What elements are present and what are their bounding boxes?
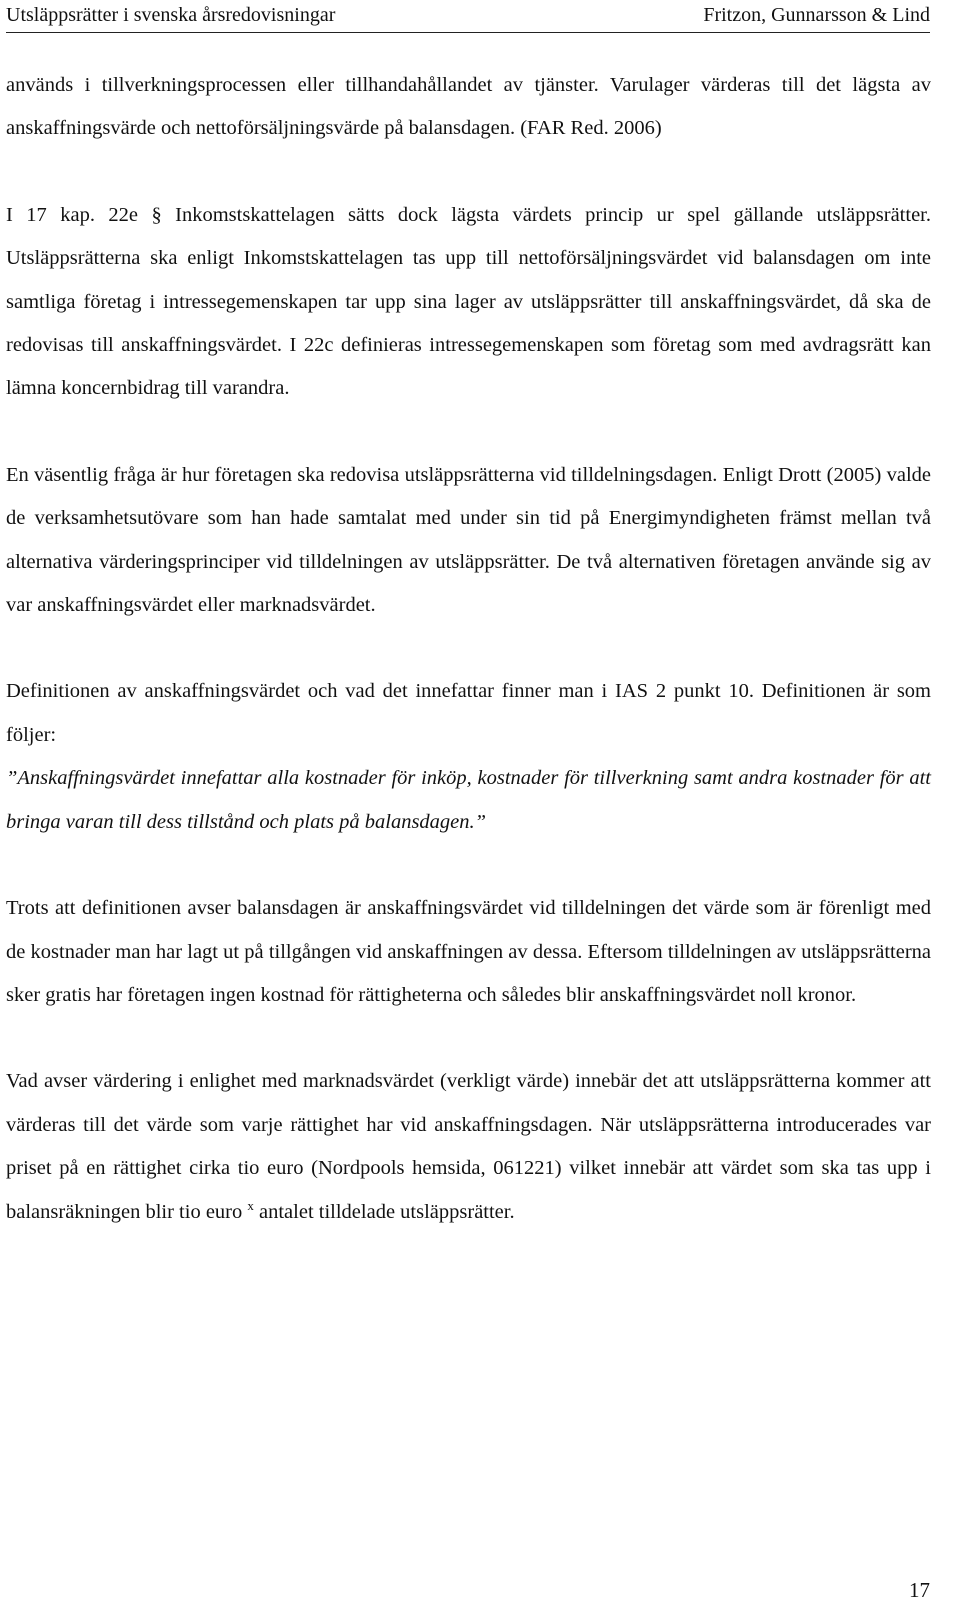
header-title: Utsläppsrätter i svenska årsredovisningar: [6, 4, 336, 26]
multiplication-sign: x: [247, 1197, 254, 1213]
document-body: [6, 64, 931, 1277]
page-number: 17: [909, 1578, 930, 1602]
paragraph-valuation-question: En väsentlig fråga är hur företagen ska redovisa utsläppsrätterna vid tilldelningsdagen. Enligt Drott (2005) valde de verksamhetsutövare som han hade samtalat med under sin tid på Energimyndigheten främst mellan två alternativa värderingsprinciper vid tilldelningen av utsläppsrätter. De två alternativen företagen använde sig av var anskaffningsvärdet eller marknadsvärdet.: [6, 463, 931, 617]
definition-quote: ”Anskaffningsvärdet innefattar alla kostnader för inköp, kostnader för tillverkning samt andra kostnader för att bringa varan till dess tillstånd och plats på balansdagen.”: [6, 767, 931, 833]
header-authors: Fritzon, Gunnarsson & Lind: [703, 4, 930, 26]
paragraph-ias2-definition: Definitionen av anskaffningsvärdet och vad det innefattar finner man i IAS 2 punkt 10. Definitionen är som följer:: [6, 680, 931, 746]
market-value-text-end: antalet tilldelade utsläppsrätter.: [253, 1200, 515, 1223]
paragraph-acquisition-value: Trots att definitionen avser balansdagen är anskaffningsvärdet vid tilldelningen det värde som är förenligt med de kostnader man har lagt ut på tillgången vid anskaffningen av dessa. Eftersom tilldelningen av utsläppsrätterna sker gratis har företagen ingen kostnad för rättigheterna och således blir anskaffningsvärdet noll kronor.: [6, 897, 931, 1006]
paragraph-inventory-valuation: används i tillverkningsprocessen eller tillhandahållandet av tjänster. Varulager värderas till det lägsta av anskaffningsvärde och nettoförsäljningsvärde på balansdagen. (FAR Red. 2006): [6, 74, 931, 140]
paragraph-income-tax-law: I 17 kap. 22e § Inkomstskattelagen sätts dock lägsta värdets princip ur spel gällande utsläppsrätter. Utsläppsrätterna ska enligt Inkomstskattelagen tas upp till nettoförsäljningsvärdet vid balansdagen om inte samtliga företag i intressegemenskapen tar upp sina lager av utsläppsrätter till anskaffningsvärdet, då ska de redovisas till anskaffningsvärdet. I 22c definieras intressegemenskapen som företag som med avdragsrätt kan lämna koncernbidrag till varandra.: [6, 203, 931, 400]
running-header: [6, 4, 930, 33]
market-value-text: Vad avser värdering i enlighet med marknadsvärdet (verkligt värde) innebär det att utsläppsrätterna kommer att värderas till det värde som varje rättighet har vid anskaffningsdagen. När utsläppsrätterna introducerades var priset på en rättighet cirka tio euro (Nordpools hemsida, 061221) vilket innebär att värdet som ska tas upp i balansräkningen blir tio euro: [6, 1070, 931, 1223]
paragraph-market-value: [6, 1060, 931, 1234]
